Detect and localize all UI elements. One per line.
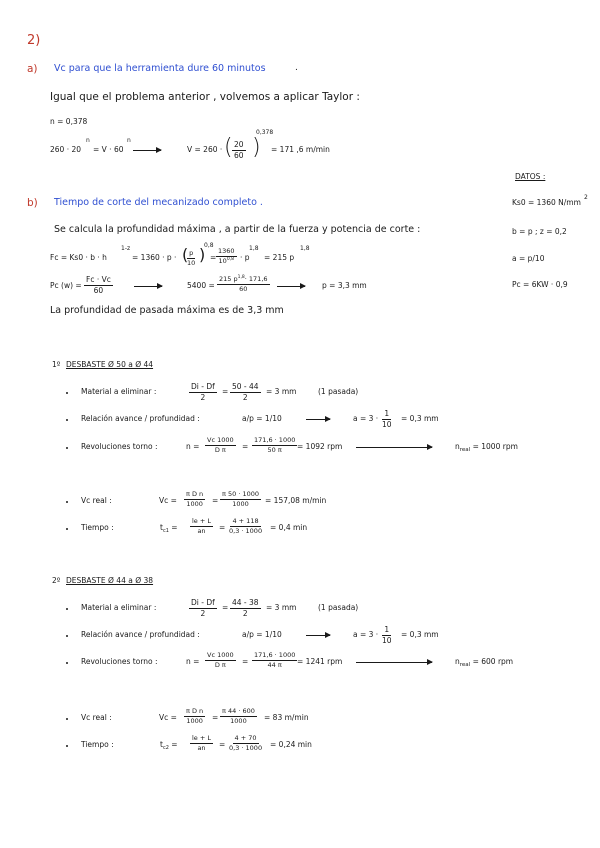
eq-sign: = — [222, 387, 229, 396]
fc-frac2-num: 1360 — [218, 247, 235, 255]
d2-material-num2: 44 - 38 — [232, 598, 259, 607]
fc-result-exp: 1,8 — [300, 245, 310, 252]
d2-material-den2: 2 — [242, 608, 248, 618]
d2-title-num: 2º — [52, 576, 61, 585]
eq-sign: = — [242, 442, 249, 451]
part-b-intro: Se calcula la profundidad máxima , a partir de la fuerza y potencia de corte : — [54, 224, 421, 235]
paren-close-2: ) — [199, 245, 206, 264]
part-a-dot: . — [295, 63, 298, 73]
d2-t-den: an — [197, 743, 206, 752]
d1-rev-num: Vc 1000 — [207, 436, 234, 444]
d1-vc-den: 1000 — [186, 499, 203, 508]
fc-exp: 1-z — [121, 245, 131, 252]
arrow — [277, 286, 305, 287]
d2-rev-num2: 171,6 · 1000 — [254, 651, 296, 659]
d1-relacion-label: Relación avance / profundidad : — [81, 414, 200, 423]
d2-relacion-label: Relación avance / profundidad : — [81, 630, 200, 639]
d1-rev-den2: 50 π — [267, 445, 282, 454]
arrow — [356, 662, 432, 663]
d1-t-label: Tiempo : — [81, 523, 114, 532]
datos-bp: b = p ; z = 0,2 — [512, 227, 567, 236]
d1-rev-frac — [205, 437, 236, 453]
d2-material-note: (1 pasada) — [318, 603, 359, 612]
d1-t-lhs: $t_{c1}$ = — [160, 523, 178, 534]
arrow — [134, 286, 162, 287]
d2-vc-den2: 1000 — [230, 716, 247, 725]
d2-rev-den: D π — [214, 660, 226, 669]
d1-t-result: = 0,4 min — [270, 523, 308, 532]
taylor-exp2: n — [127, 137, 131, 144]
d2-title: DESBASTE Ø 44 a Ø 38 — [66, 576, 154, 585]
v-fraction — [232, 141, 246, 159]
d2-relacion-den: 10 — [382, 635, 392, 645]
datos-ks0-exp: 2 — [584, 194, 588, 201]
d1-t-num2: 4 + 118 — [232, 517, 259, 525]
d1-t-lhs-t: t — [160, 523, 163, 532]
fc-result: = 215 p — [264, 253, 295, 262]
d2-vc-num2: π 44 · 600 — [222, 707, 255, 715]
part-a-letter: a) — [27, 63, 38, 75]
datos-pc: Pc = 6KW · 0,9 — [512, 280, 568, 289]
d1-relacion-num: 1 — [384, 409, 390, 418]
d1-title-num: 1º — [52, 360, 61, 369]
arrow — [306, 635, 330, 636]
d2-material-num: Di - Df — [191, 598, 215, 607]
d1-t-den: an — [197, 526, 206, 535]
d2-rev-real-sub: real — [459, 662, 471, 668]
d2-material-den: 2 — [200, 608, 206, 618]
d1-material-label: Material a eliminar : — [81, 387, 157, 396]
d1-rev-real — [455, 443, 518, 454]
d1-rev-den: D π — [214, 445, 226, 454]
pc-fraction-2 — [217, 276, 270, 292]
d2-vc-label: Vc real : — [81, 713, 112, 722]
d2-relacion-lhs: a = 3 · — [353, 630, 379, 639]
d1-rev-label: Revoluciones torno : — [81, 442, 158, 451]
bullet — [66, 447, 68, 449]
fc-fraction-2 — [216, 248, 237, 264]
d1-material-den2: 2 — [242, 392, 248, 402]
d1-vc-result: = 157,08 m/min — [265, 496, 327, 505]
datos-title: DATOS : — [515, 172, 546, 181]
fc-frac-den: 10 — [187, 258, 196, 267]
d2-rev-den2: 44 π — [267, 660, 282, 669]
d1-vc-den2: 1000 — [232, 499, 249, 508]
d1-rev-real-n: n — [455, 442, 460, 451]
d1-rev-result: = 1092 rpm — [297, 442, 343, 451]
d2-t-num: le + L — [192, 734, 212, 742]
bullet — [66, 662, 68, 664]
d1-relacion-lhs: a = 3 · — [353, 414, 379, 423]
conclusion: La profundidad de pasada máxima es de 3,3 mm — [50, 305, 284, 316]
taylor-mid: = V · 60 — [93, 145, 124, 154]
d1-title: DESBASTE Ø 50 a Ø 44 — [66, 360, 154, 369]
d2-vc-result: = 83 m/min — [264, 713, 309, 722]
v-den: 60 — [234, 150, 244, 160]
d2-relacion-frac — [382, 626, 392, 644]
d2-relacion-eq: a/p = 1/10 — [242, 630, 282, 639]
d2-material-label: Material a eliminar : — [81, 603, 157, 612]
part-b-heading: Tiempo de corte del mecanizado completo . — [54, 197, 263, 208]
d2-rev-lhs: n = — [186, 657, 200, 666]
v-num: 20 — [234, 140, 244, 149]
arrow — [356, 447, 432, 448]
taylor-exp1: n — [86, 137, 90, 144]
d1-material-frac2 — [230, 383, 261, 401]
d2-rev-num: Vc 1000 — [207, 651, 234, 659]
pc-num2-tail: · 171,6 — [244, 275, 268, 283]
d2-rev-frac2 — [252, 652, 297, 668]
d1-vc-num2: π 50 · 1000 — [222, 490, 259, 498]
d1-vc-label: Vc real : — [81, 496, 112, 505]
bullet — [66, 501, 68, 503]
problem-number: 2) — [27, 33, 41, 48]
part-b-letter: b) — [27, 197, 38, 209]
d1-relacion-den: 10 — [382, 419, 392, 429]
d2-vc-lhs: Vc = — [159, 713, 177, 722]
fc-lhs: Fc = Ks0 · b · h — [50, 253, 107, 262]
eq-sign: = — [242, 657, 249, 666]
d2-t-sub: c2 — [162, 745, 169, 751]
d2-t-lhs: $t_{c2}$ = — [160, 740, 178, 751]
pc-num2: 215 p — [219, 275, 238, 283]
eq-sign: = — [219, 523, 226, 532]
pc-den: 60 — [93, 285, 104, 295]
d2-t-result: = 0,24 min — [270, 740, 312, 749]
d2-t-den2: 0,3 · 1000 — [229, 743, 263, 752]
d1-vc-num: π D n — [186, 490, 204, 498]
d1-vc-frac — [184, 491, 205, 507]
d1-material-den: 2 — [200, 392, 206, 402]
d2-rev-real-val: = 600 rpm — [472, 657, 514, 666]
d1-t-frac — [190, 518, 213, 534]
v-exp: 0,378 — [256, 129, 274, 136]
d1-vc-lhs: Vc = — [159, 496, 177, 505]
fc-p-exp: 1,8 — [249, 245, 259, 252]
paren-open: ( — [224, 135, 233, 160]
v-result: = 171 ,6 m/min — [271, 145, 330, 154]
d1-rev-real-val: = 1000 rpm — [472, 442, 518, 451]
fc-fraction — [187, 250, 195, 266]
eq-sign: = — [212, 713, 219, 722]
bullet — [66, 745, 68, 747]
d1-t-num: le + L — [192, 517, 212, 525]
datos-ks0: Ks0 = 1360 N/mm — [512, 198, 581, 207]
d1-material-num: Di - Df — [191, 382, 215, 391]
pc-num: Fc · Vc — [86, 275, 111, 284]
arrow — [306, 419, 330, 420]
fc-exp2: 0,8 — [204, 242, 214, 249]
bullet — [66, 608, 68, 610]
fc-mid: = 1360 · p · — [132, 253, 177, 262]
datos-a: a = p/10 — [512, 254, 545, 263]
fc-frac-num: p — [189, 249, 194, 257]
v-lhs: V = 260 · — [187, 145, 223, 154]
fc-frac2-den-exp: 0,8 — [226, 256, 234, 262]
d1-material-result: = 3 mm — [266, 387, 297, 396]
d2-rev-real-n: n — [455, 657, 460, 666]
d1-rev-frac2 — [252, 437, 297, 453]
d2-relacion-result: = 0,3 mm — [401, 630, 439, 639]
d2-relacion-num: 1 — [384, 625, 390, 634]
part-a-heading: Vc para que la herramienta dure 60 minutos — [54, 63, 266, 74]
d1-material-frac — [189, 383, 217, 401]
part-a-intro: Igual que el problema anterior , volvemos a aplicar Taylor : — [50, 91, 360, 103]
d1-t-sub: c1 — [162, 528, 169, 534]
d1-relacion-result: = 0,3 mm — [401, 414, 439, 423]
bullet — [66, 635, 68, 637]
eq-sign: = — [212, 496, 219, 505]
d1-material-note: (1 pasada) — [318, 387, 359, 396]
d2-rev-result: = 1241 rpm — [297, 657, 343, 666]
d2-vc-den: 1000 — [186, 716, 203, 725]
fc-p: · p — [240, 253, 250, 262]
pc-den2: 60 — [239, 284, 248, 293]
p-result: p = 3,3 mm — [322, 281, 367, 290]
bullet — [66, 718, 68, 720]
d1-rev-num2: 171,6 · 1000 — [254, 436, 296, 444]
pc-eq: 5400 = — [187, 281, 215, 290]
d2-t-frac2 — [229, 735, 262, 751]
d1-relacion-frac — [382, 410, 392, 428]
d1-material-num2: 50 - 44 — [232, 382, 259, 391]
d1-t-frac2 — [229, 518, 262, 534]
fc-eq: = — [210, 253, 217, 262]
d2-t-label: Tiempo : — [81, 740, 114, 749]
d2-t-lhs-t: t — [160, 740, 163, 749]
d2-t-frac — [190, 735, 213, 751]
d1-relacion-eq: a/p = 1/10 — [242, 414, 282, 423]
d2-material-frac2 — [230, 599, 261, 617]
d2-t-num2: 4 + 70 — [234, 734, 257, 742]
paren-close: ) — [252, 135, 261, 160]
bullet — [66, 419, 68, 421]
arrow — [133, 150, 161, 151]
fc-frac2-den: 10 — [218, 256, 227, 265]
d2-rev-label: Revoluciones torno : — [81, 657, 158, 666]
n-value: n = 0,378 — [50, 117, 88, 126]
bullet — [66, 392, 68, 394]
d2-material-result: = 3 mm — [266, 603, 297, 612]
pc-fraction — [84, 276, 113, 294]
eq-sign: = — [219, 740, 226, 749]
d2-vc-frac — [184, 708, 205, 724]
d1-t-den2: 0,3 · 1000 — [229, 526, 263, 535]
d2-rev-real — [455, 658, 513, 669]
d1-rev-real-sub: real — [459, 447, 471, 453]
pc-num2-exp: 1,8 — [237, 275, 245, 280]
d2-material-frac — [189, 599, 217, 617]
d1-rev-lhs: n = — [186, 442, 200, 451]
bullet — [66, 528, 68, 530]
d2-vc-num: π D n — [186, 707, 204, 715]
d1-vc-frac2 — [220, 491, 261, 507]
taylor-eq: 260 · 20 — [50, 145, 82, 154]
paren-open-2: ( — [182, 245, 189, 264]
d2-vc-frac2 — [220, 708, 257, 724]
eq-sign: = — [222, 603, 229, 612]
pc-lhs: Pc (w) = — [50, 281, 82, 290]
d2-rev-frac — [205, 652, 236, 668]
